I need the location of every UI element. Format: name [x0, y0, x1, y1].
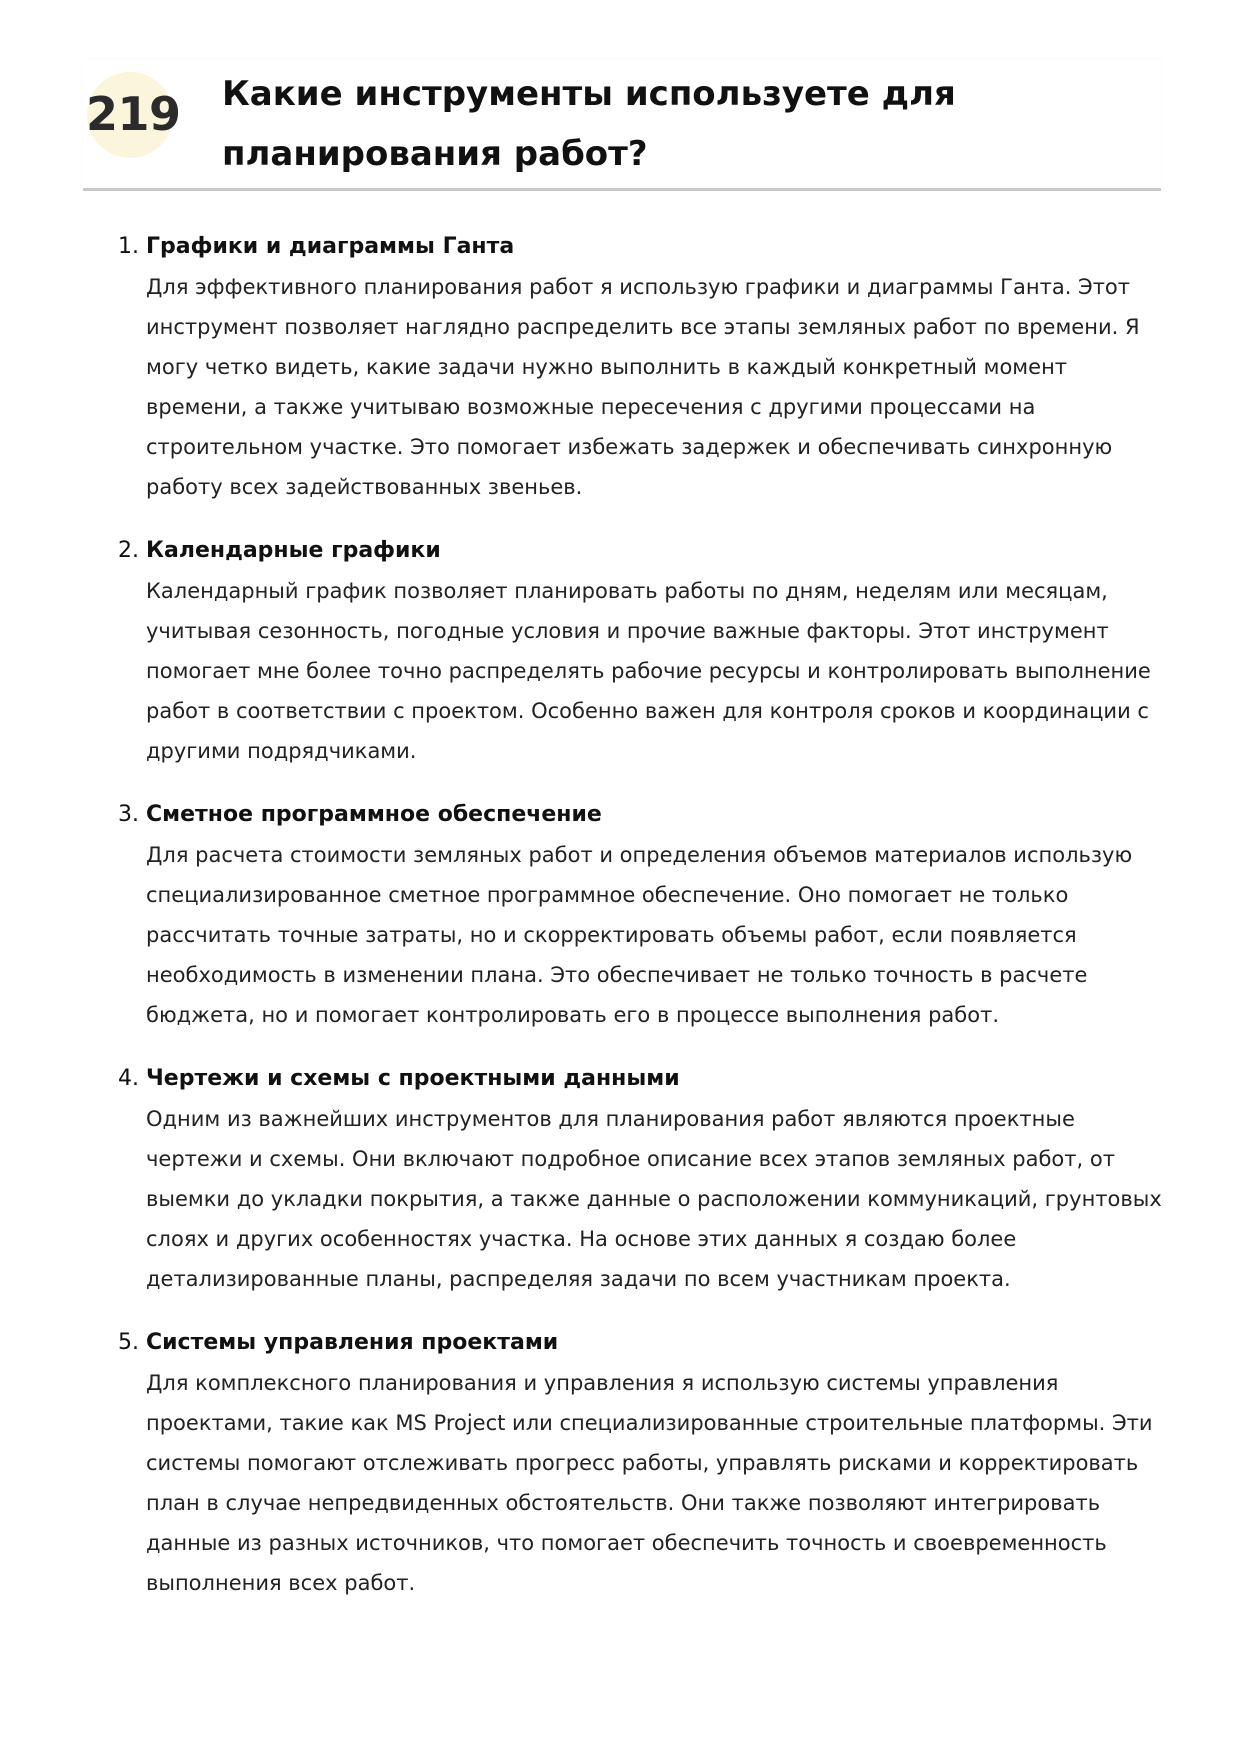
list-item-number: 4.: [118, 1066, 139, 1091]
list-item: [116, 1059, 1171, 1299]
answer-list: [116, 227, 1171, 1627]
list-item-number: 1.: [118, 234, 139, 259]
list-item-text: Одним из важнейших инструментов для планирования работ являются проектные чертежи и схемы. Они включают подробное описание всех этапов земляных работ, от выемки до укладки покрытия, а также данные о расположении коммуникаций, грунтовых слоях и других особенностях участка. На основе этих данных я создаю более детализированные планы, распределяя задачи по всем участникам проекта.: [146, 1107, 1162, 1291]
question-title: Какие инструменты используете для планирования работ?: [222, 74, 956, 174]
list-item: [116, 227, 1171, 507]
list-item-number: 5.: [118, 1330, 139, 1355]
list-item-number: 3.: [118, 802, 139, 827]
list-item: [116, 531, 1171, 771]
list-item-number: 2.: [118, 538, 139, 563]
list-item-heading: Графики и диаграммы Ганта: [146, 234, 515, 259]
list-item-text: Для комплексного планирования и управления я использую системы управления проектами, такие как MS Project или специализированные строительные платформы. Эти системы помогают отслеживать прогресс работы, управлять рисками и корректировать план в случае непредвиденных обстоятельств. Они также позволяют интегрировать данные из разных источников, что помогает обеспечить точность и своевременность выполнения всех работ.: [146, 1371, 1153, 1595]
list-item: [116, 1323, 1171, 1603]
list-item: [116, 795, 1171, 1035]
list-item-text: Календарный график позволяет планировать работы по дням, неделям или месяцам, учитывая сезонность, погодные условия и прочие важные факторы. Этот инструмент помогает мне более точно распределять рабочие ресурсы и контролировать выполнение работ в соответствии с проектом. Особенно важен для контроля сроков и координации с другими подрядчиками.: [146, 579, 1151, 763]
list-item-heading: Системы управления проектами: [146, 1330, 559, 1355]
list-item-text: Для эффективного планирования работ я использую графики и диаграммы Ганта. Этот инструмент позволяет наглядно распределить все этапы земляных работ по времени. Я могу четко видеть, какие задачи нужно выполнить в каждый конкретный момент времени, а также учитываю возможные пересечения с другими процессами на строительном участке. Это помогает избежать задержек и обеспечивать синхронную работу всех задействованных звеньев.: [146, 275, 1140, 499]
question-number: 219: [86, 87, 181, 141]
list-item-heading: Чертежи и схемы с проектными данными: [146, 1066, 680, 1091]
list-item-heading: Сметное программное обеспечение: [146, 802, 602, 827]
list-item-heading: Календарные графики: [146, 538, 441, 563]
list-item-text: Для расчета стоимости земляных работ и определения объемов материалов использую специализированное сметное программное обеспечение. Оно помогает не только рассчитать точные затраты, но и скорректировать объемы работ, если появляется необходимость в изменении плана. Это обеспечивает не только точность в расчете бюджета, но и помогает контролировать его в процессе выполнения работ.: [146, 843, 1133, 1027]
